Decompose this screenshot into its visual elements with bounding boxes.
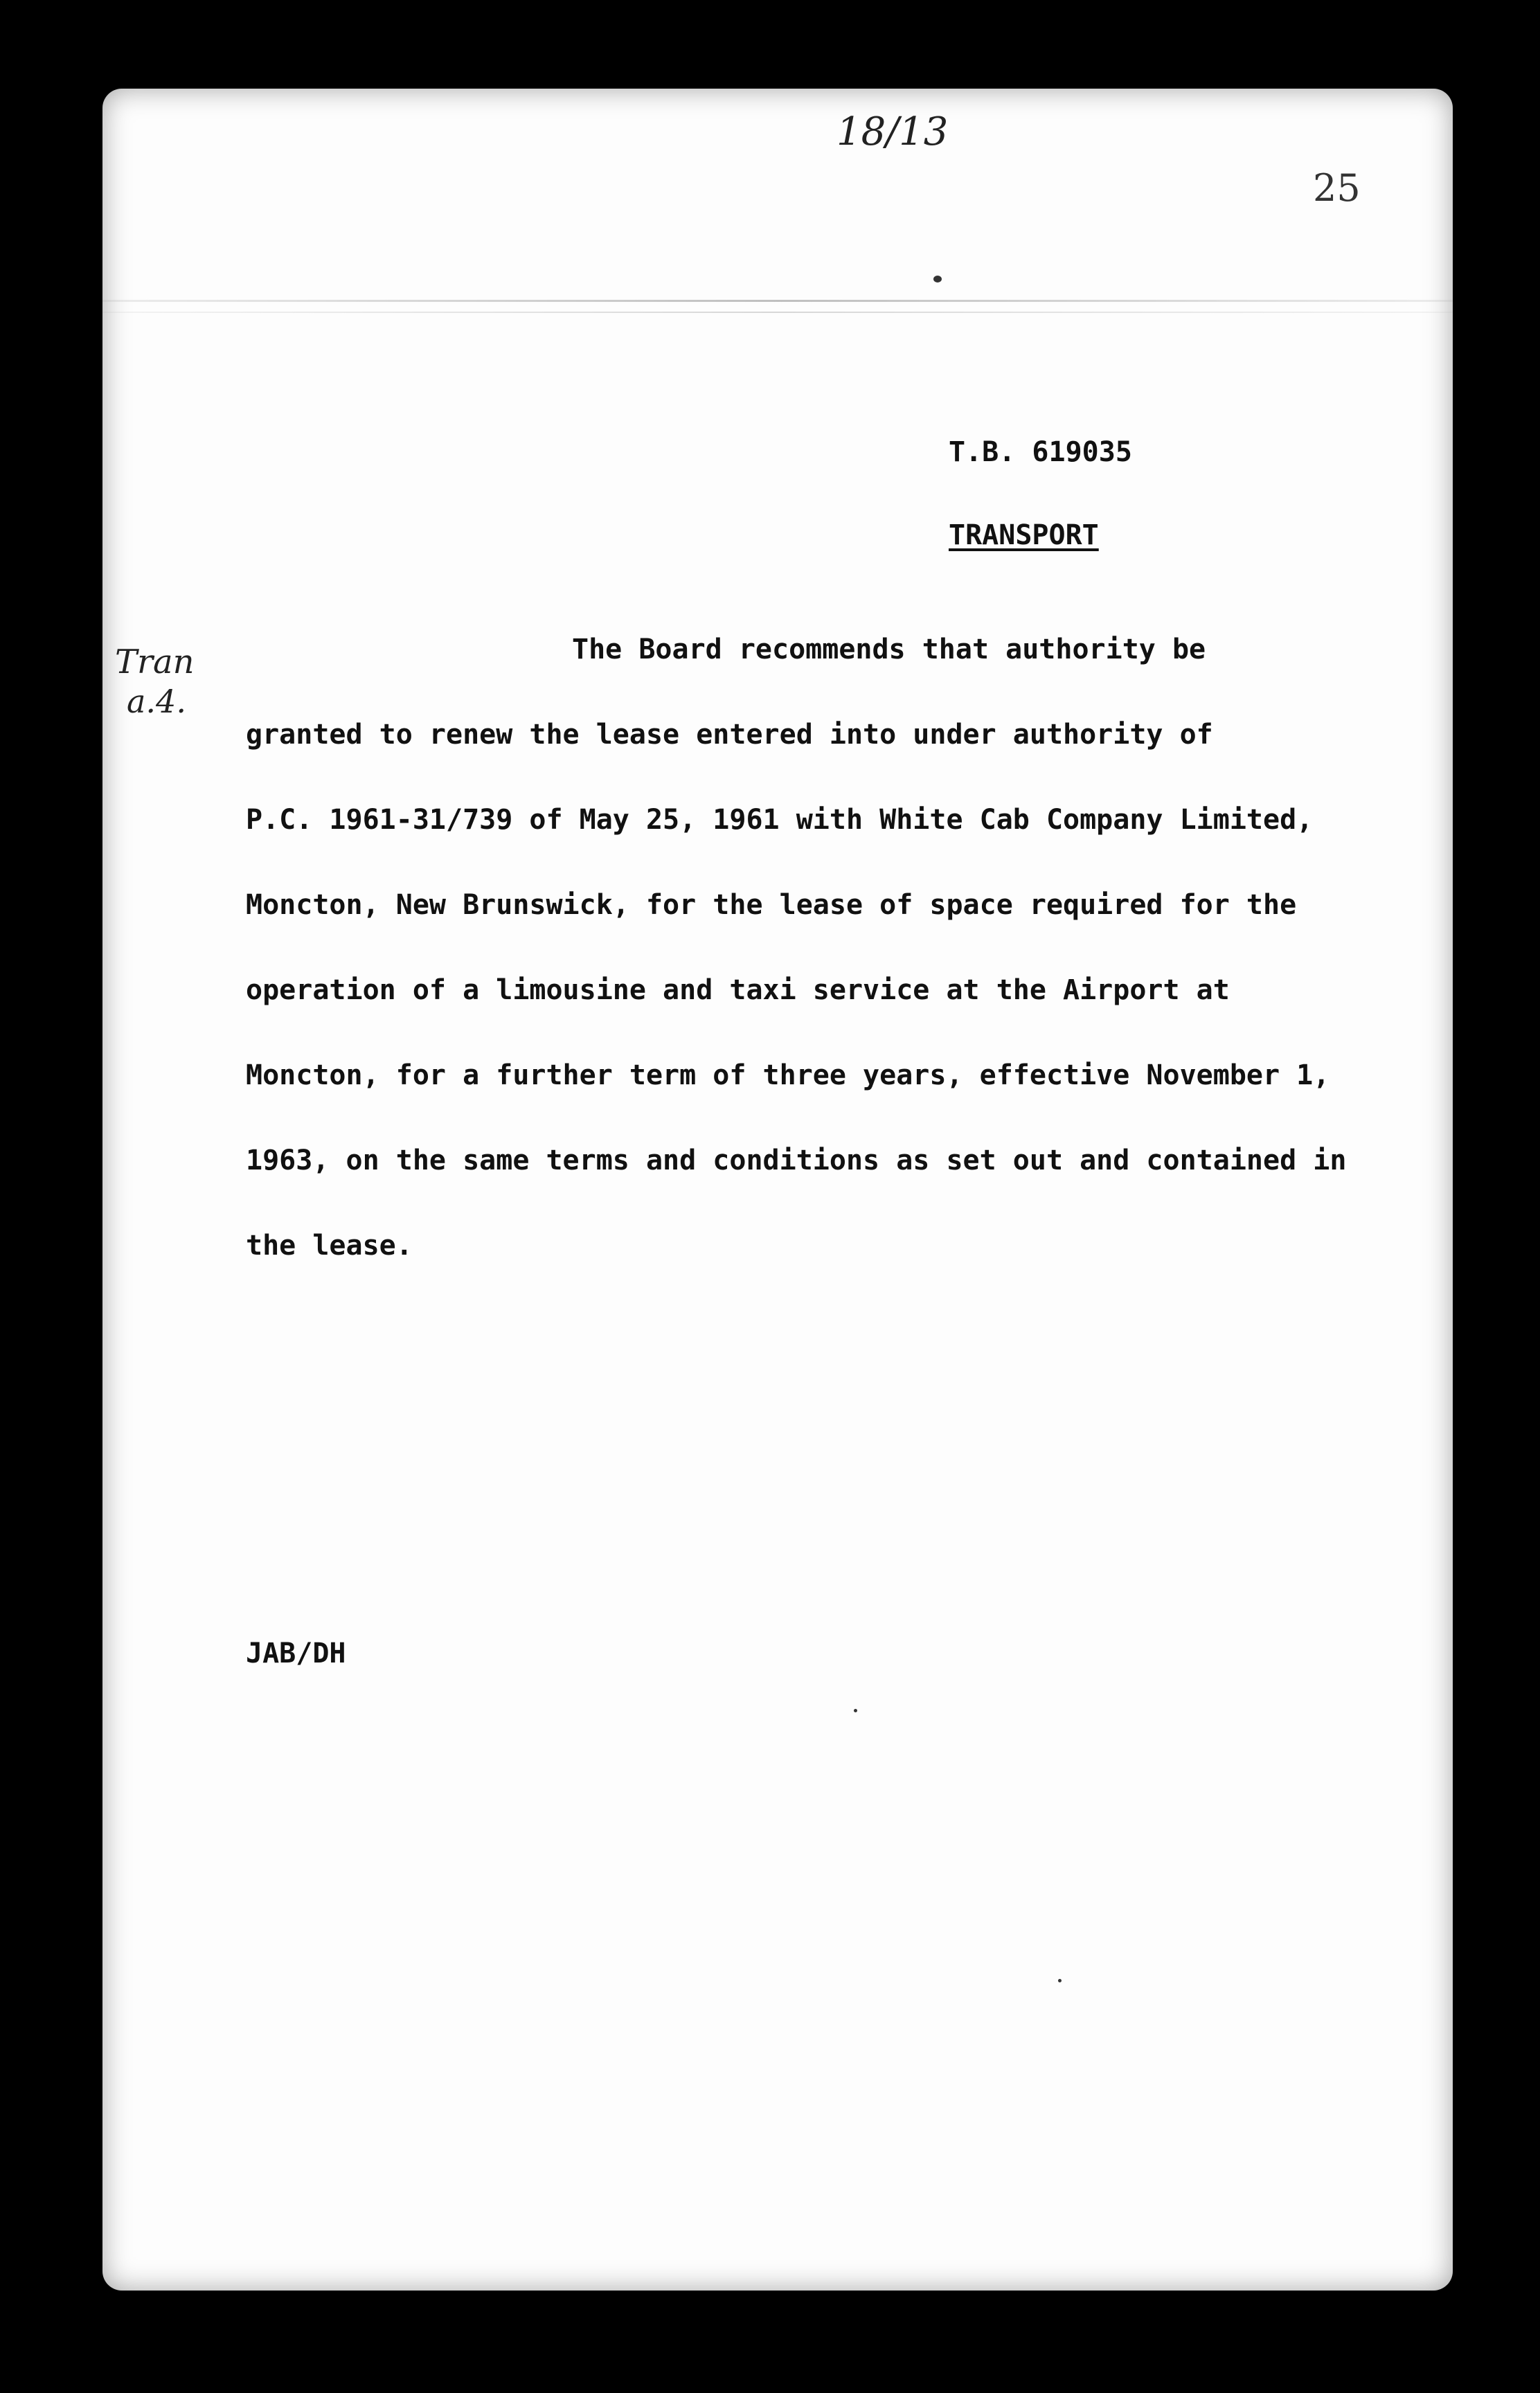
body-line-1: The Board recommends that authority be [572,634,1206,665]
body-line-7: 1963, on the same terms and conditions as set out and contained in [246,1145,1347,1176]
fold-crease [102,300,1453,302]
page-number: 25 [1313,166,1361,210]
handwritten-file-number: 18/13 [836,109,949,154]
body-line-8: the lease. [246,1230,413,1262]
body-line-6: Moncton, for a further term of three years, effective November 1, [246,1059,1330,1091]
margin-note-line-1: Tran [115,643,195,681]
body-line-2: granted to renew the lease entered into under authority of [246,719,1213,751]
ink-speck [933,276,942,283]
department-heading: TRANSPORT [949,519,1099,551]
ink-speck [854,1709,857,1712]
document-page [102,89,1453,2291]
ink-speck [1058,1979,1062,1982]
fold-crease-secondary [102,312,1453,313]
body-line-5: operation of a limousine and taxi service at the Airport at [246,974,1230,1006]
body-line-4: Moncton, New Brunswick, for the lease of space required for the [246,889,1297,921]
body-line-3: P.C. 1961-31/739 of May 25, 1961 with White Cab Company Limited, [246,804,1314,836]
typist-initials: JAB/DH [246,1638,346,1669]
margin-note-line-2: a.4. [127,683,186,720]
treasury-board-reference: T.B. 619035 [949,436,1132,468]
